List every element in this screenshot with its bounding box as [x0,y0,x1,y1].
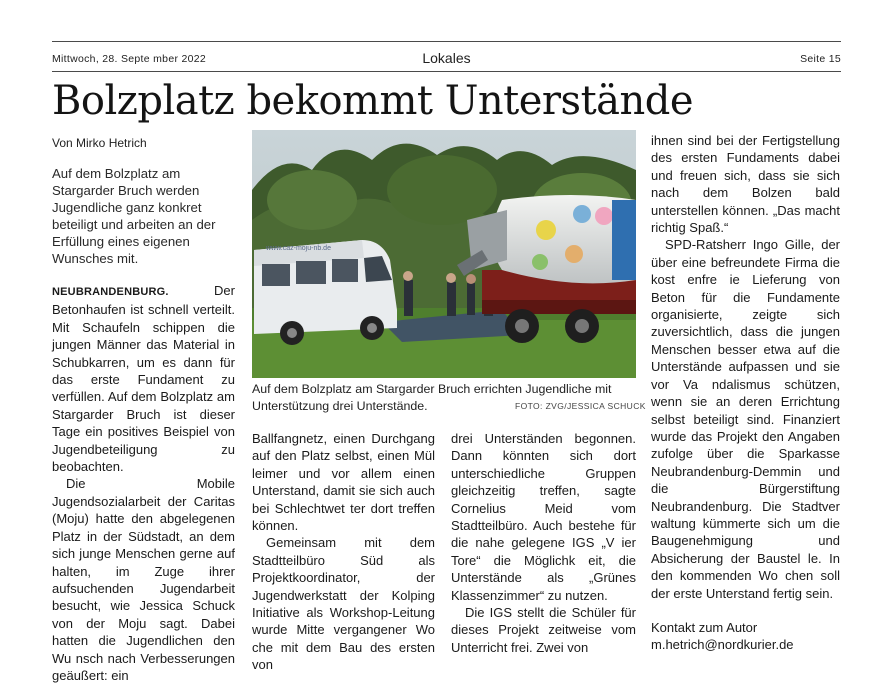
paragraph-2: Die Mobile Jugendsozialarbeit der Caritas (Moju) hatte den abgelegenen Platz in der Südstadt, an dem sich junge Menschen gerne auf halten, im Zuge ihrer aufsuchenden Jugendarbeit besucht, wie Jessica Schuck von der Moju sagt. Dabei hatten die Jugendlichen den Wu nsch nach Verbesserungen geäußert: ein [52,476,235,683]
author-contact [651,619,840,654]
article-column-4 [651,132,840,654]
paragraph-6: Die IGS stellt die Schüler für dieses Projekt zeitweise vom Unterricht frei. Zwei von [451,605,636,655]
page-number: Seite 15 [800,53,841,65]
header-rule-bottom [52,71,841,72]
dateline: NEUBRANDENBURG. [52,286,169,298]
contact-label: Kontakt zum Autor [651,619,758,635]
article-column-3 [451,430,636,656]
article-title: Bolzplatz bekommt Unterstände [52,78,694,124]
photo-caption: Auf dem Bolzplatz am Stargarder Bruch errichten Jugendliche mit Unterstützung drei Unterstände. [252,382,612,413]
byline: Von Mirko Hetrich [52,136,147,150]
article-photo [252,130,636,378]
paragraph-3: Ballfangnetz, einen Durchgang auf den Platz selbst, einen Mül leimer und vor allem einen Unterstand, damit sie sich auch bei Schlechtwet ter dort treffen können. [252,431,435,534]
van [254,240,397,345]
paragraph-4: Gemeinsam mit dem Stadtteilbüro Süd als Projektkoordinator, der Jugendwerkstatt der Kolping Initiative als Workshop-Leitung wurde Mitte vergangener Wo che mit dem Bau des ersten von [252,535,435,673]
paragraph-8: SPD-Ratsherr Ingo Gille, der über eine befreundete Firma die kost enfre ie Lieferung von Beton für die Fundamente organisierte, zeigte sich zuversichtlich, dass die jungen Menschen besser etwa auf die Unterstände aufpassen und sie vor Va ndalismus schützen, wenn sie an deren Errichtung selbst beteiligt sind. Finanziert wurde das Projekt den Angaben zufolge über die Sparkasse Neubrandenburg-Demmin und die Bürgerstiftung Neubrandenburg. Die Stadtver waltung kümmerte sich um die Baugenehmigung und Absicherung der Baustel le. In den kommenden Wo chen soll der erste Unterstand fertig sein. [651,237,840,601]
author-email[interactable]: m.hetrich@nordkurier.de [651,637,794,653]
article-column-1 [52,282,235,684]
paragraph-1: NEUBRANDENBURG. Der Betonhaufen ist schnell verteilt. Mit Schaufeln schippen die jungen Männer das Material in Schubkarren, um es dann für das erste Fundament zu verfüllen. Auf dem Bolzplatz am Stargarder Bruch ist dieser Tage ein positives Beispiel von Jugendbeteiligung zu beobachten. [52,283,235,475]
paragraph-7: ihnen sind bei der Fertigstellung des ersten Fundaments dabei und freuen sich, dass sie sich nach dem Bolzen bald unterstellen können. „Das macht richtig Spaß.“ [651,133,840,236]
van-lettering: www.caz-moju-nb.de [266,245,331,252]
section-name: Lokales [422,50,471,66]
article-column-2 [252,430,435,674]
header-rule-top [52,41,841,42]
photo-credit: FOTO: ZVG/JESSICA SCHUCK [515,401,646,411]
issue-date: Mittwoch, 28. Septe mber 2022 [52,53,207,65]
paragraph-5: drei Unterständen begonnen. Dann könnten sich dort unterschiedliche Gruppen gleichzeitig treffen, sagte Cornelius Meid vom Stadtteilbüro. Auch bestehe für die nahe gelegene IGS „V ier Tore“ die Möglichk eit, die Unterstände als „Grünes Klassenzimmer“ zu nutzen. [451,431,636,603]
teaser: Auf dem Bolzplatz am Stargarder Bruch werden Jugendliche ganz konkret beteiligt und arbeiten an der Erfüllung eines eigenen Wunsches mit. [52,166,216,266]
